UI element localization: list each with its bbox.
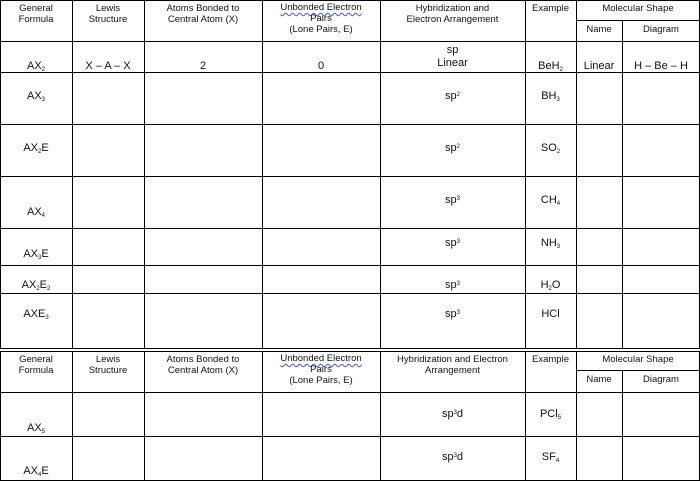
grid-line: [0, 265, 700, 266]
formula-cell: $AX_3E$: [23, 248, 49, 261]
header-atoms-bonded: Atoms Bonded to Central Atom (X): [166, 354, 240, 376]
grid-line: [144, 0, 145, 349]
grid-line: [0, 348, 700, 349]
formula-cell: $AX_2E_2$: [21, 279, 51, 292]
grid-line: [0, 0, 1, 349]
atoms-bonded-cell: 2: [199, 60, 207, 72]
formula-cell: $AX_5$: [26, 422, 46, 435]
hybridization-cell: $sp^2$: [445, 90, 460, 102]
grid-line: [0, 480, 700, 481]
header-general-formula: General Formula: [18, 3, 54, 25]
formula-cell: $AX_2E$: [23, 142, 49, 155]
header-molecular-shape: Molecular Shape: [602, 3, 674, 14]
example-cell: $SO_2$: [540, 142, 561, 155]
hybridization-cell: $sp^3d$: [441, 408, 464, 420]
grid-line: [0, 228, 700, 229]
grid-line: [0, 351, 700, 352]
hybridization-cell: sp Linear: [437, 44, 468, 69]
header-atoms-bonded: Atoms Bonded to Central Atom (X): [166, 3, 240, 25]
example-cell: BeH$_2$: [538, 60, 563, 73]
hybridization-cell: $sp^3$: [445, 194, 460, 206]
formula-cell: $AXE_3$: [23, 308, 49, 321]
header-general-formula: General Formula: [18, 354, 54, 376]
grid-line: [525, 0, 526, 349]
header-example: Example: [532, 3, 569, 14]
header-shape-diagram: Diagram: [643, 374, 679, 385]
example-cell: $CH_4$: [540, 194, 561, 207]
header-shape-name: Name: [586, 24, 612, 35]
lone-pairs-cell: 0: [317, 60, 325, 72]
hybridization-cell: $sp^3$: [445, 308, 460, 320]
header-lewis-structure: Lewis Structure: [88, 354, 128, 376]
formula-cell: $AX_3$: [26, 90, 46, 103]
grid-line: [0, 392, 700, 393]
example-cell: $NH_3$: [540, 237, 561, 250]
grid-line: [576, 20, 700, 21]
grid-line: [0, 436, 700, 437]
grid-line: [262, 0, 263, 349]
shape-name-cell: Linear: [583, 60, 615, 72]
grid-line: [0, 41, 700, 42]
grid-line: [0, 124, 700, 125]
header-lewis-structure: Lewis Structure: [88, 3, 128, 25]
header-shape-name: Name: [586, 374, 612, 385]
header-example: Example: [532, 354, 569, 365]
formula-cell: $AX_4E$: [23, 465, 49, 478]
grid-line: [0, 0, 700, 1]
lewis-cell: X – A – X: [85, 60, 131, 72]
formula-cell: $AX_2$: [26, 60, 46, 73]
grid-line: [0, 176, 700, 177]
hybridization-cell: $sp^3$: [445, 237, 460, 249]
header-molecular-shape: Molecular Shape: [602, 354, 674, 365]
hybridization-cell: $sp^3d$: [441, 451, 464, 463]
shape-diagram-cell: H – Be – H: [634, 60, 688, 72]
hybridization-cell: $sp^2$: [445, 142, 460, 154]
grid-line: [0, 293, 700, 294]
example-cell: PCl$_5$: [539, 408, 562, 421]
grid-line: [576, 351, 577, 481]
example-cell: $H_2O$: [540, 279, 561, 292]
grid-line: [576, 0, 577, 349]
header-shape-diagram: Diagram: [643, 24, 679, 35]
hybridization-cell: $sp^3$: [445, 279, 460, 291]
header-hybridization: Hybridization and Electron Arrangement: [406, 3, 499, 25]
example-cell: $SF_4$: [541, 451, 560, 464]
formula-cell: $AX_4$: [26, 206, 46, 219]
grid-line: [576, 370, 700, 371]
example-cell: $BH_3$: [541, 90, 560, 103]
grid-line: [72, 0, 73, 349]
header-hybridization: Hybridization and Electron Arrangement: [397, 354, 508, 376]
header-unbonded-pairs: Unbonded Electron Pairs (Lone Pairs, E): [280, 353, 362, 386]
header-unbonded-pairs: Unbonded Electron Pairs (Lone Pairs, E): [280, 2, 362, 35]
example-cell: HCl: [541, 308, 560, 320]
grid-line: [622, 370, 623, 481]
